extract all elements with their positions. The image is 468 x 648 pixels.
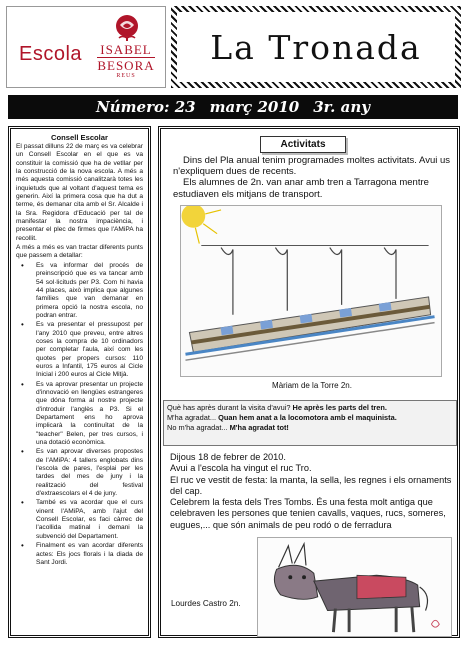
qa-row bbox=[167, 413, 453, 423]
school-label: Escola bbox=[19, 43, 83, 65]
logo-line-3: REUS bbox=[116, 73, 136, 79]
consell-list-item: • Es va informar del procés de preinscripció que es va tancar amb 54 sol·licituds per P3. Com hi havia 44 places, això implica que algunes famílies que van demanar en primera opció la nostra escola, no podran entrar. bbox=[18, 262, 143, 320]
consell-list-item: • Es van aprovar diverses propostes de l'AMiPA: 4 tallers englobats dins l'escola de pares, l'esplai per les tardes del mes de juny i la realització del festival d'extraescolars el 4 de juny. bbox=[18, 448, 143, 498]
story-line: El ruc ve vestit de festa: la manta, la sella, les regnes i els ornaments del cap. bbox=[170, 474, 452, 496]
story-line: Avui a l'escola ha vingut el ruc Tro. bbox=[170, 463, 312, 474]
logo-line-2: BESORA bbox=[97, 58, 155, 73]
consell-escolar-column bbox=[8, 126, 151, 638]
consell-heading: Consell Escolar bbox=[51, 133, 108, 142]
story-line: Celebrem la festa dels Tres Tombs. És una festa molt antiga que celebraven les persones que tenien cavalls, vaques, rucs, someres, eugues,... que són animals de peu rodó o de ferradura bbox=[170, 497, 446, 530]
issue-date: març 2010 bbox=[209, 98, 300, 116]
consell-list-item: • Es va presentar el pressupost per l'any 2010 que preveu, entre altres coses la compra de 10 ordinadors per completar l'aula, així com les quotes per propers cursos: 110 euros a Infantil, 175 euros al Cicle Inicial i 200 euros al Cicle Mitjà. bbox=[18, 321, 143, 379]
masthead bbox=[3, 3, 465, 93]
logo-line-1: ISABEL bbox=[100, 42, 152, 57]
qa-row bbox=[167, 403, 453, 413]
visit-qa-box bbox=[163, 400, 457, 446]
activitats-heading: Activitats bbox=[260, 136, 346, 153]
consell-paragraph: El passat dilluns 22 de març es va celebrar un Consell Escolar en el que es va constituir la comissió que ha de vetllar per la construcció de la nova escola. A més a més aquesta comissió canalitzarà totes les inquietuds que al voltant d'aquest tema es generin. Així la primera cosa que ha dut a terme, és demanar cita amb el Sr. Alcalde i la Sra. Regidora d'Educació per tal de manifestar la nostra impaciència, i presentar el plec de firmes que l'AMiPA ha recollit. bbox=[16, 143, 143, 242]
drawing-caption: Lourdes Castro 2n. bbox=[171, 599, 241, 608]
consell-list-item: • També es va acordar que el curs vinent l'AMiPA, amb l'ajut del Consell Escolar, es faci càrrec de l'acollida matinal i demani la subvenció del Departament. bbox=[18, 499, 143, 541]
intro-paragraph: Dins del Pla anual tenim programades moltes activitats. Avui us n'expliquem dues de recents. bbox=[173, 155, 451, 178]
rose-icon bbox=[111, 13, 143, 41]
consell-list-item: • Finalment es van acordar diferents actes: Els jocs florals i la diada de Sant Jordi. bbox=[18, 542, 143, 567]
consell-list-item: • Es va aprovar presentar un projecte d'innovació en llengües estrangeres que dóna forma al nostre projecte d'introduir l'anglès a P3. Si el Departament ens ho aprova implicarà la continuïtat de la "teacher" Belen, per tres cursos, i una dotació econòmica. bbox=[18, 381, 143, 448]
qa-question: M'ha agradat... bbox=[167, 413, 217, 423]
qa-question: No m'ha agradat... bbox=[167, 423, 228, 433]
drawing-caption: Màriam de la Torre 2n. bbox=[272, 381, 352, 390]
consell-paragraph: A més a més es van tractar diferents punts que passem a detallar: bbox=[16, 244, 143, 260]
activitats-panel bbox=[158, 126, 460, 638]
issue-bar bbox=[8, 95, 458, 119]
issue-year: 3r. any bbox=[313, 98, 370, 116]
newsletter-title: La Tronada bbox=[210, 27, 422, 67]
donkey-story bbox=[170, 452, 458, 531]
donkey-drawing bbox=[257, 537, 452, 637]
school-logo-box bbox=[6, 6, 166, 88]
qa-question: Què has après durant la visita d'avui? bbox=[167, 403, 291, 412]
activitats-intro bbox=[173, 155, 458, 200]
qa-row bbox=[167, 423, 453, 433]
consell-list bbox=[18, 262, 143, 567]
train-drawing bbox=[180, 205, 442, 377]
qa-answer: He après les parts del tren. bbox=[292, 403, 387, 412]
issue-number: Número: 23 bbox=[96, 98, 196, 116]
qa-answer: M'ha agradat tot! bbox=[229, 423, 289, 433]
story-line: Dijous 18 de febrer de 2010. bbox=[170, 452, 286, 462]
intro-paragraph: Els alumnes de 2n. van anar amb tren a Tarragona mentre estudiaven els mitjans de transport. bbox=[173, 177, 429, 200]
title-frame bbox=[171, 6, 461, 88]
qa-answer: Quan hem anat a la locomotora amb el maquinista. bbox=[218, 413, 397, 423]
school-logo bbox=[97, 13, 155, 85]
